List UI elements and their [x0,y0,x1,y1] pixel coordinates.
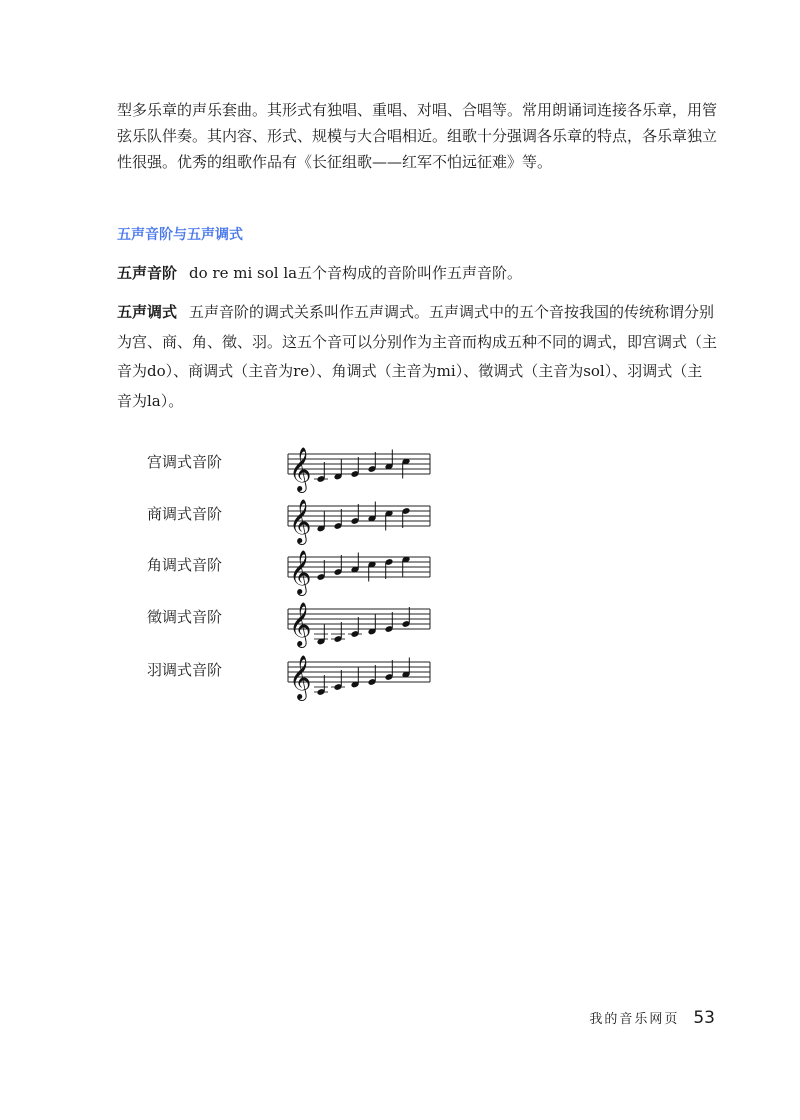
pentatonic-scale-text: do re mi sol la五个音构成的音阶叫作五声音阶。 [189,264,523,282]
intro-paragraph: 型多乐章的声乐套曲。其形式有独唱、重唱、对唱、合唱等。常用朗诵词连接各乐章，用管弦乐队伴奏。其内容、形式、规模与大合唱相近。组歌十分强调各乐章的特点，各乐章独立性很强。优秀的组歌作品有《长征组歌——红军不怕远征难》等。 [117,101,718,171]
treble-clef-icon: 𝄞 [289,655,312,699]
treble-clef-icon: 𝄞 [289,550,312,594]
staff-yu [285,642,445,702]
scale-label: 角调式音阶 [147,556,223,574]
scale-label: 宫调式音阶 [147,453,223,471]
staff-jue [285,537,445,597]
scale-label: 商调式音阶 [147,505,223,523]
treble-clef-icon: 𝄞 [289,499,312,543]
staff-zhi [285,589,445,649]
pentatonic-mode-definition [117,298,717,416]
section-title: 五声音阶与五声调式 [117,227,243,243]
treble-clef-icon: 𝄞 [289,447,312,491]
pentatonic-mode-term: 五声调式 [117,303,178,321]
scale-label: 羽调式音阶 [147,661,223,679]
book-title: 我的音乐网页 [589,1012,680,1027]
scale-label: 徵调式音阶 [147,608,223,626]
page-footer [589,1008,715,1028]
staff-gong [285,434,445,494]
pentatonic-scale-term: 五声音阶 [117,264,178,282]
pentatonic-mode-text: 五声音阶的调式关系叫作五声调式。五声调式中的五个音按我国的传统称谓分别为宫、商、角、徵、羽。这五个音可以分别作为主音而构成五种不同的调式，即宫调式（主音为do）、商调式（主音为re）、角调式（主音为mi）、徵调式（主音为sol）、羽调式（主音为la）。 [117,303,718,410]
pentatonic-scale-definition [117,260,717,286]
treble-clef-icon: 𝄞 [289,602,312,646]
page-number: 53 [693,1008,715,1028]
